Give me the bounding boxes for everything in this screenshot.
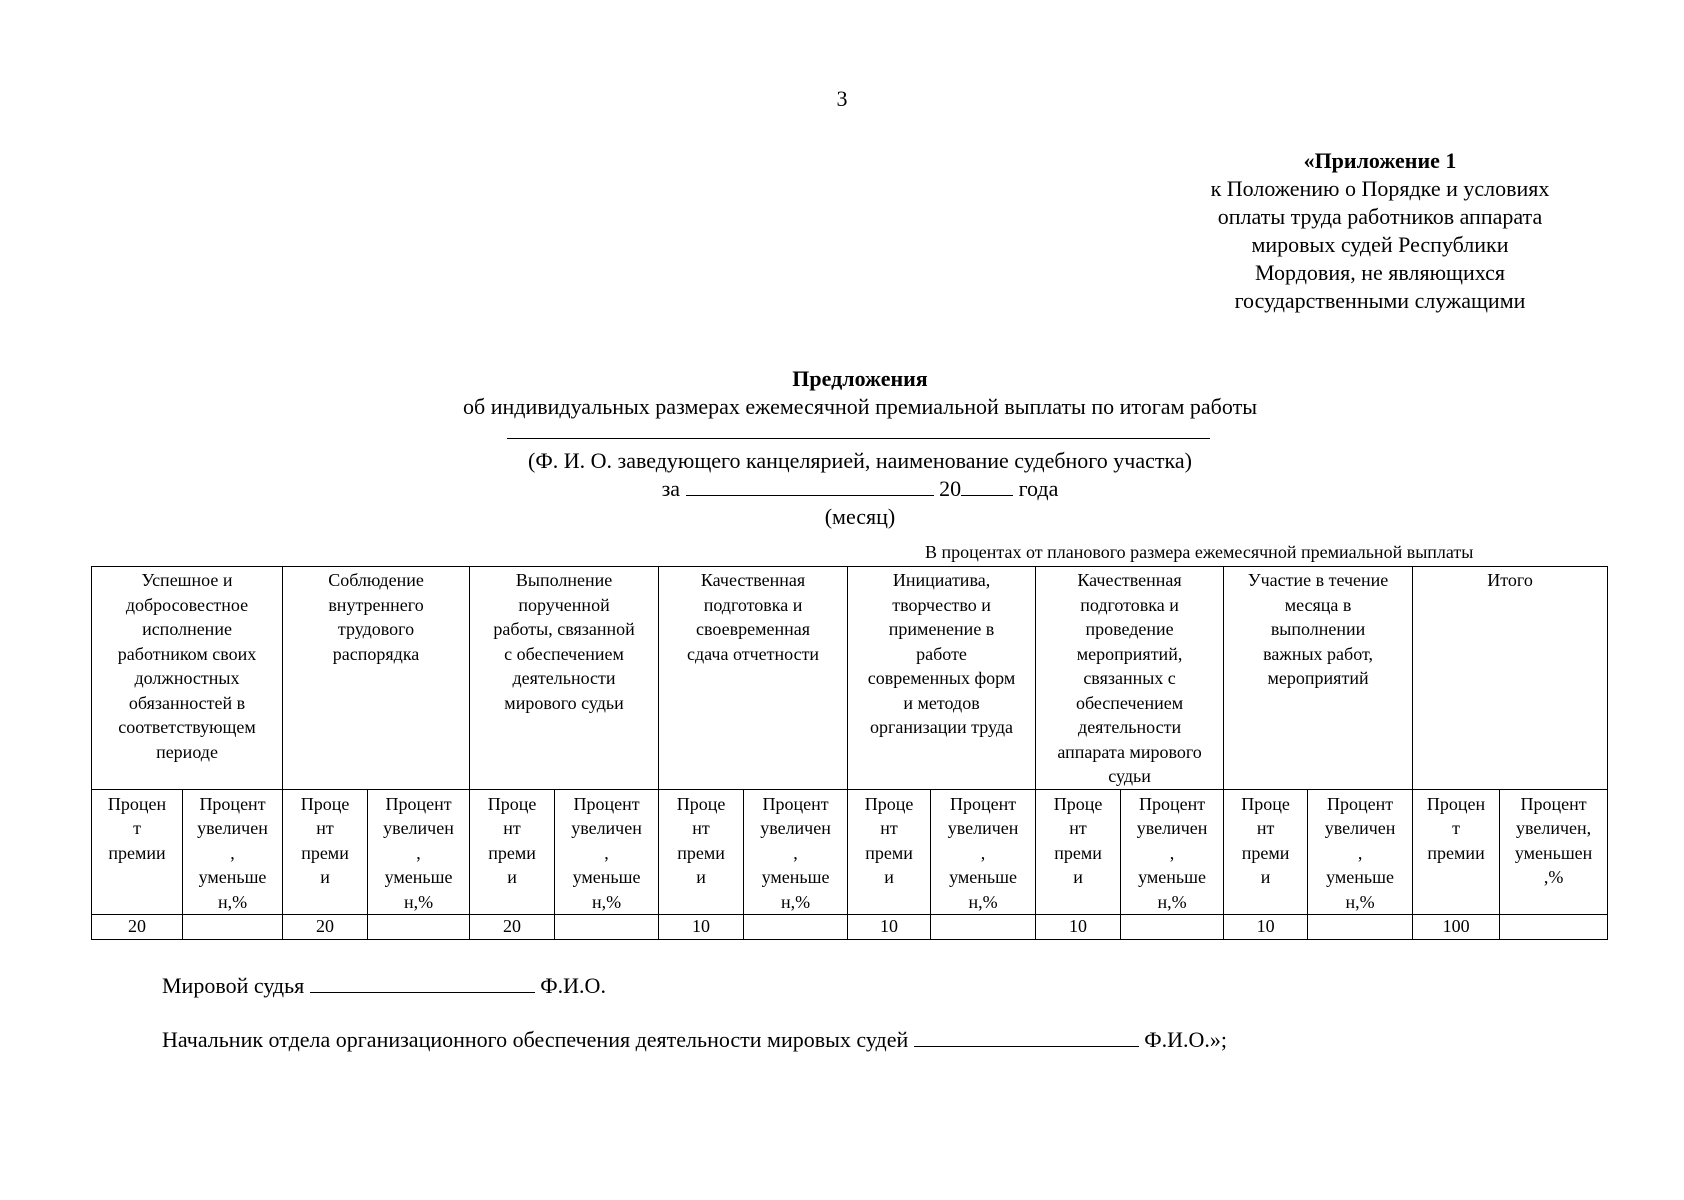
appendix-line: к Положению о Порядке и условиях <box>1210 176 1550 201</box>
criterion-header <box>848 567 1036 790</box>
subheader-cell <box>1500 789 1608 915</box>
premium-table <box>91 566 1608 940</box>
criterion-text: Выполнение порученной работы, связанной с обеспечением деятельности мирового судьи <box>493 570 635 713</box>
subheader-cell <box>183 789 283 915</box>
month-blank <box>686 475 934 496</box>
subheader-text: Процент увеличен , уменьше н,% <box>383 793 454 912</box>
criterion-header <box>283 567 470 790</box>
subheader-cell <box>283 789 368 915</box>
value-cell <box>744 915 848 940</box>
value-cell: 10 <box>1224 915 1308 940</box>
subheader-text: Процент увеличен , уменьше н,% <box>760 793 831 912</box>
total-text: Итого <box>1487 570 1533 590</box>
subheader-row <box>92 789 1608 915</box>
subheader-cell <box>470 789 555 915</box>
subheader-cell <box>1224 789 1308 915</box>
year-blank <box>961 475 1013 496</box>
criterion-header <box>470 567 659 790</box>
criteria-row <box>92 567 1608 790</box>
total-header <box>1413 567 1608 790</box>
appendix-title: «Приложение 1 <box>1303 148 1457 173</box>
subheader-text: Процент увеличен , уменьше н,% <box>947 793 1019 912</box>
subheader-cell <box>1308 789 1413 915</box>
total-value-cell <box>1500 915 1608 940</box>
subheader-text: Процен т премии <box>107 793 167 863</box>
subheader-text: Процент увеличен , уменьше н,% <box>1136 793 1208 912</box>
subheader-cell <box>1413 789 1500 915</box>
period-suffix: года <box>1018 476 1059 501</box>
criterion-text: Соблюдение внутреннего трудового распорядка <box>328 570 424 664</box>
appendix-line: Мордовия, не являющихся <box>1255 260 1505 285</box>
value-cell <box>1308 915 1413 940</box>
criterion-text: Участие в течение месяца в выполнении важных работ, мероприятий <box>1247 570 1389 688</box>
criterion-header <box>92 567 283 790</box>
subheader-text: Процен т премии <box>1426 793 1486 863</box>
subheader-text: Процент увеличен , уменьше н,% <box>1324 793 1396 912</box>
subheader-text: Проце нт преми и <box>1241 793 1290 887</box>
subheader-text: Процент увеличен, уменьшен ,% <box>1514 793 1593 887</box>
page-number: 3 <box>836 86 848 111</box>
criterion-text: Успешное и добросовестное исполнение работником своих должностных обязанностей в соответствующем периоде <box>117 570 257 762</box>
judge-signature-line <box>162 972 606 999</box>
value-cell: 20 <box>283 915 368 940</box>
subheader-cell <box>931 789 1036 915</box>
subheader-text: Проце нт преми и <box>864 793 914 887</box>
subheader-cell <box>368 789 470 915</box>
criterion-header <box>1036 567 1224 790</box>
period-line <box>0 475 1684 502</box>
head-signature-line <box>162 1026 1227 1053</box>
subheader-text: Проце нт преми и <box>676 793 726 887</box>
subheader-cell <box>848 789 931 915</box>
value-cell <box>1121 915 1224 940</box>
form-subtitle: об индивидуальных размерах ежемесячной премиальной выплаты по итогам работы <box>463 394 1257 419</box>
subheader-cell <box>1121 789 1224 915</box>
value-cell <box>368 915 470 940</box>
value-cell: 20 <box>92 915 183 940</box>
values-row <box>92 915 1608 940</box>
appendix-line: государственными служащими <box>1234 288 1526 313</box>
appendix-header <box>1160 147 1600 315</box>
fio-caption: (Ф. И. О. заведующего канцелярией, наименование судебного участка) <box>528 448 1192 473</box>
subheader-cell <box>555 789 659 915</box>
period-prefix: за <box>661 476 681 501</box>
judge-fio: Ф.И.О. <box>540 973 606 998</box>
subheader-text: Проце нт преми и <box>300 793 350 887</box>
value-cell <box>555 915 659 940</box>
subheader-cell <box>1036 789 1121 915</box>
subheader-text: Процент увеличен , уменьше н,% <box>571 793 642 912</box>
value-cell: 20 <box>470 915 555 940</box>
subheader-text: Проце нт преми и <box>487 793 537 887</box>
subheader-cell <box>744 789 848 915</box>
value-cell <box>183 915 283 940</box>
month-caption: (месяц) <box>824 504 896 529</box>
form-title: Предложения <box>792 366 928 391</box>
criterion-text: Инициатива, творчество и применение в работе современных форм и методов организации труда <box>867 570 1016 737</box>
head-signature-blank <box>914 1026 1139 1047</box>
value-cell: 10 <box>848 915 931 940</box>
criterion-header <box>659 567 848 790</box>
subheader-cell <box>92 789 183 915</box>
subheader-cell <box>659 789 744 915</box>
head-label: Начальник отдела организационного обеспечения деятельности мировых судей <box>162 1027 909 1052</box>
criterion-header <box>1224 567 1413 790</box>
subheader-text: Процент увеличен , уменьше н,% <box>197 793 268 912</box>
value-cell <box>931 915 1036 940</box>
head-fio: Ф.И.О.»; <box>1144 1027 1228 1052</box>
value-cell: 10 <box>659 915 744 940</box>
value-cell: 10 <box>1036 915 1121 940</box>
appendix-line: мировых судей Республики <box>1251 232 1509 257</box>
total-value-cell: 100 <box>1413 915 1500 940</box>
appendix-line: оплаты труда работников аппарата <box>1217 204 1543 229</box>
criterion-text: Качественная подготовка и своевременная сдача отчетности <box>687 570 820 664</box>
units-note: В процентах от планового размера ежемесячной премиальной выплаты <box>925 542 1474 562</box>
period-year-prefix: 20 <box>939 476 962 501</box>
judge-signature-blank <box>310 972 535 993</box>
judge-label: Мировой судья <box>162 973 305 998</box>
subheader-text: Проце нт преми и <box>1053 793 1103 887</box>
fio-fill-line <box>507 438 1210 439</box>
criterion-text: Качественная подготовка и проведение мероприятий, связанных с обеспечением деятельности аппарата мирового судьи <box>1057 570 1202 786</box>
